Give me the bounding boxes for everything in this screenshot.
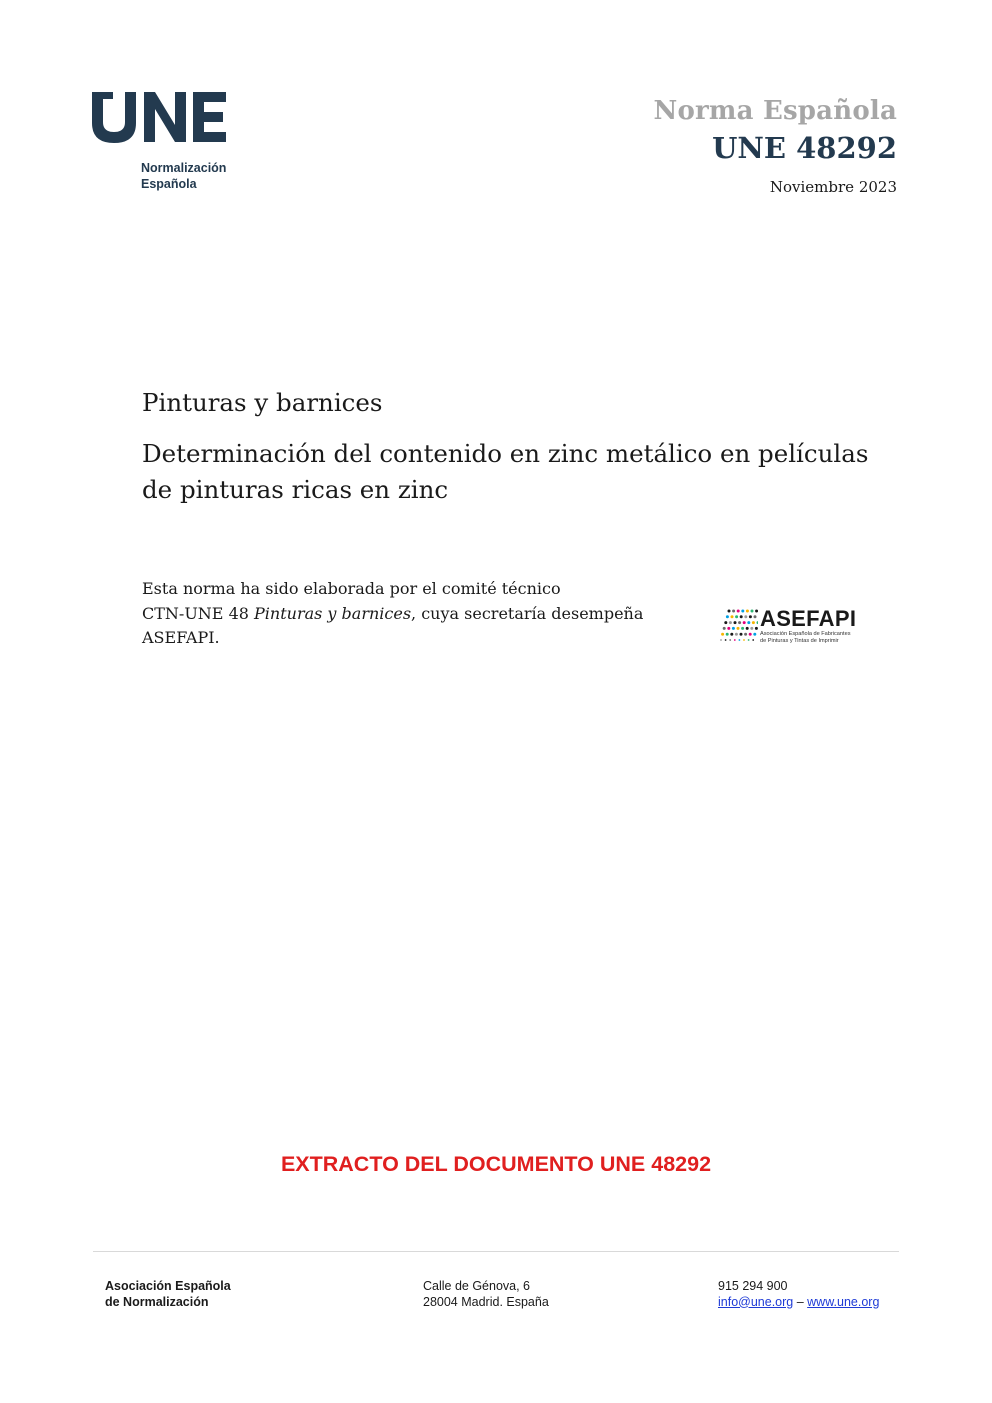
footer-separator: – — [793, 1294, 808, 1309]
une-wordmark — [92, 88, 232, 148]
asefapi-tagline — [760, 631, 851, 645]
footer-address-line1: Calle de Génova, 6 — [423, 1279, 531, 1293]
committee-code: CTN-UNE 48 — [142, 603, 255, 623]
asefapi-dot — [734, 621, 737, 624]
asefapi-tagline-line2: de Pinturas y Tintas de Imprimir — [760, 637, 839, 644]
asefapi-dot — [755, 610, 758, 613]
asefapi-dots-icon — [718, 606, 758, 646]
asefapi-dot — [741, 627, 744, 630]
asefapi-dot — [741, 610, 744, 613]
asefapi-dot — [746, 610, 749, 613]
asefapi-dot — [726, 633, 729, 636]
asefapi-logo — [718, 606, 878, 650]
asefapi-dot — [735, 633, 738, 636]
asefapi-dot — [744, 615, 747, 618]
norma-date: Noviembre 2023 — [769, 178, 897, 196]
asefapi-dot — [750, 627, 753, 630]
asefapi-dot — [752, 639, 754, 641]
asefapi-dot — [732, 627, 735, 630]
asefapi-dot — [740, 615, 743, 618]
footer-org-line1: Asociación Española — [105, 1279, 231, 1293]
asefapi-dot — [731, 615, 734, 618]
committee-paragraph — [142, 577, 682, 651]
asefapi-dot — [747, 621, 750, 624]
asefapi-dot — [754, 615, 757, 618]
norma-label: Norma Española — [653, 96, 897, 126]
footer-address — [423, 1279, 549, 1310]
asefapi-dot — [720, 639, 722, 641]
asefapi-dot — [728, 610, 731, 613]
committee-line2 — [142, 602, 682, 627]
extract-notice: EXTRACTO DEL DOCUMENTO UNE 48292 — [280, 1152, 712, 1176]
asefapi-dot — [746, 627, 749, 630]
asefapi-dot — [740, 633, 743, 636]
website-link[interactable]: www.une.org — [807, 1294, 880, 1309]
title-sub: Determinación del contenido en zinc metálico en películas de pinturas ricas en zinc — [142, 439, 869, 504]
asefapi-dot — [739, 639, 741, 641]
footer-phone: 915 294 900 — [718, 1279, 788, 1293]
asefapi-dot — [743, 639, 745, 641]
asefapi-dot — [721, 633, 724, 636]
norma-code: UNE 48292 — [712, 131, 897, 165]
asefapi-dot — [749, 633, 752, 636]
asefapi-dot — [751, 610, 754, 613]
asefapi-dot — [755, 627, 758, 630]
asefapi-dot — [752, 621, 755, 624]
asefapi-dot — [737, 627, 740, 630]
asefapi-dot — [724, 621, 727, 624]
footer-contact — [718, 1279, 879, 1310]
footer-divider — [93, 1251, 899, 1252]
asefapi-dot — [732, 610, 735, 613]
footer-links — [718, 1295, 879, 1311]
footer-organization — [105, 1279, 231, 1310]
asefapi-dot — [723, 627, 726, 630]
committee-line3: ASEFAPI. — [142, 628, 220, 647]
email-link[interactable]: info@une.org — [718, 1294, 794, 1309]
footer-org-line2: de Normalización — [105, 1294, 209, 1309]
footer-address-line2: 28004 Madrid. España — [423, 1294, 549, 1309]
asefapi-dot — [749, 615, 752, 618]
asefapi-dot — [757, 621, 759, 624]
asefapi-dot — [737, 610, 740, 613]
logo-subtitle-line1: Normalización — [141, 161, 227, 175]
asefapi-dot — [734, 639, 736, 641]
asefapi-dot — [738, 621, 741, 624]
asefapi-dot — [727, 627, 730, 630]
asefapi-dot — [729, 639, 731, 641]
asefapi-dot — [753, 633, 756, 636]
committee-line1: Esta norma ha sido elaborada por el comité técnico — [142, 579, 561, 598]
asefapi-dot — [725, 639, 727, 641]
title-main: Pinturas y barnices — [142, 388, 383, 417]
asefapi-name: ASEFAPI — [760, 606, 857, 631]
committee-suffix: , cuya secretaría desempeña — [411, 603, 644, 623]
asefapi-dot — [743, 621, 746, 624]
asefapi-tagline-line1: Asociación Española de Fabricantes — [760, 631, 851, 637]
asefapi-dot — [726, 615, 729, 618]
asefapi-dot — [748, 639, 750, 641]
asefapi-dot — [744, 633, 747, 636]
logo-subtitle-line2: Española — [141, 177, 197, 191]
asefapi-dot — [735, 615, 738, 618]
committee-name: Pinturas y barnices — [254, 603, 412, 623]
asefapi-dot — [729, 621, 732, 624]
asefapi-dot — [730, 633, 733, 636]
une-logo — [92, 88, 242, 198]
